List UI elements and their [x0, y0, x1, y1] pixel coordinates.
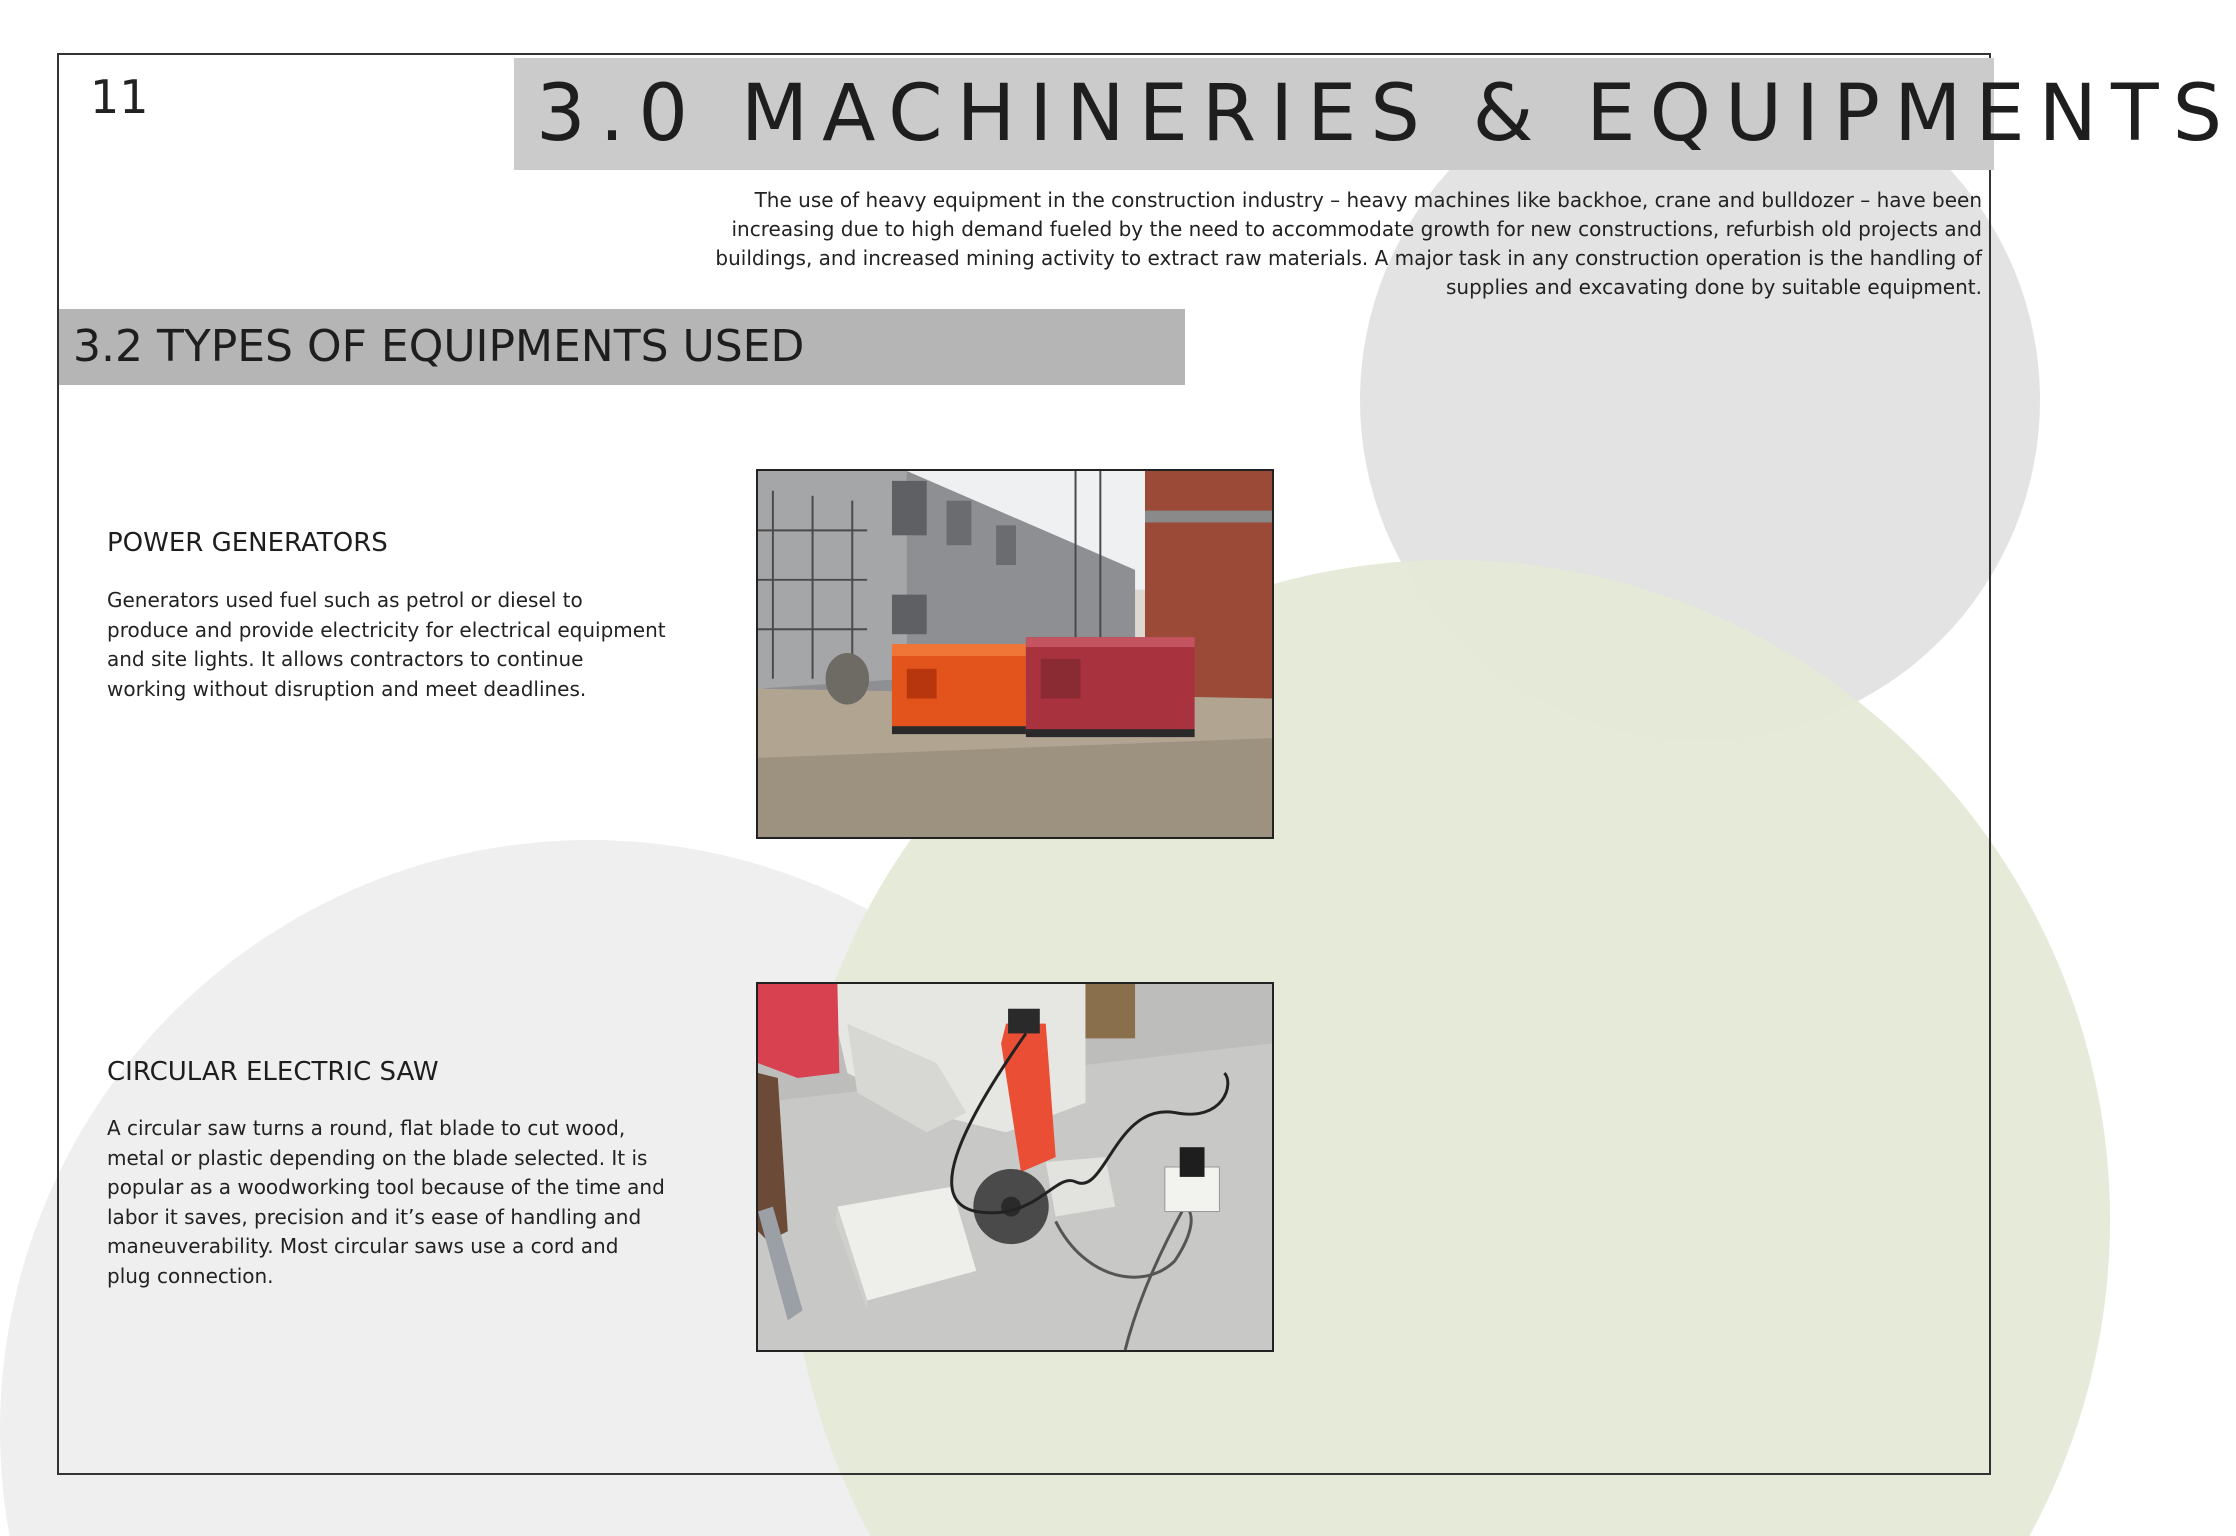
section-title: 3.2 TYPES OF EQUIPMENTS USED	[73, 321, 805, 372]
item-title-power-generators: POWER GENERATORS	[107, 528, 388, 558]
item-description-circular-saw: A circular saw turns a round, flat blade to cut wood, metal or plastic depending on the blade selected. It is popular as a woodworking tool because of the time and labor it saves, precision and it’s ease of handling and maneuverability. Most circular saws use a cord and plug connection.	[107, 1116, 665, 1288]
page-number: 11	[90, 70, 149, 124]
item-description-power-generators: Generators used fuel such as petrol or diesel to produce and provide electricity for electrical equipment and site lights. It allows contractors to continue working without disruption and meet deadlines.	[107, 588, 666, 701]
section-bar	[59, 309, 1185, 385]
power-generators-photo	[756, 469, 1274, 839]
circular-saw-photo	[756, 982, 1274, 1352]
intro-paragraph: The use of heavy equipment in the construction industry – heavy machines like backhoe, crane and bulldozer – have been increasing due to high demand fueled by the need to accommodate growth for new constructions, refurbish old projects and buildings, and increased mining activity to extract raw materials. A major task in any construction operation is the handling of supplies and excavating done by suitable equipment.	[715, 188, 1982, 299]
item-title-circular-saw: CIRCULAR ELECTRIC SAW	[107, 1057, 439, 1087]
title-bar	[514, 58, 2236, 170]
page-title: 3.0 MACHINERIES & EQUIPMENTS	[536, 69, 2236, 159]
